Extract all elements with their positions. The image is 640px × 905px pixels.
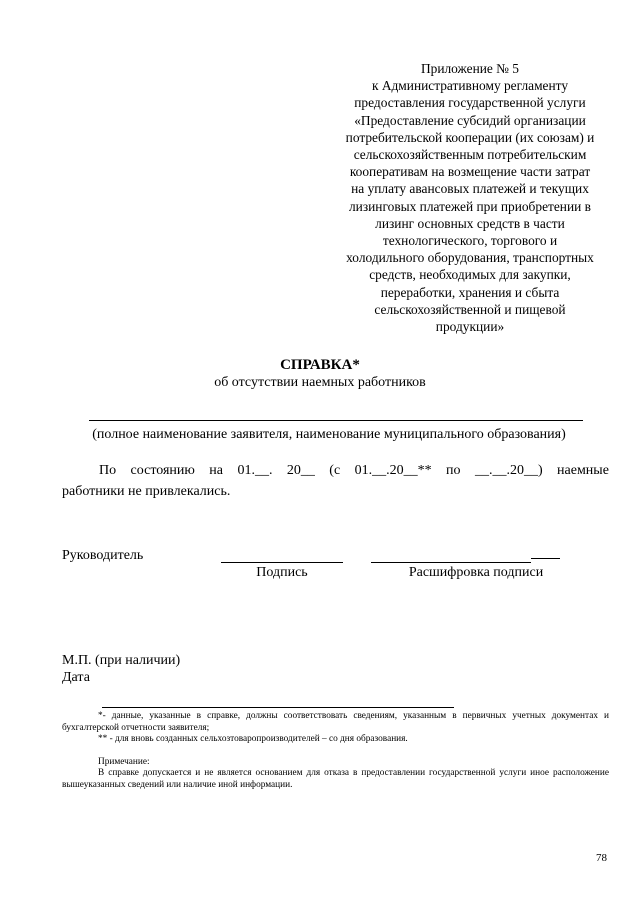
page-number: 78 [596,852,607,864]
appendix-line: переработки, хранения и сбыта [380,284,560,300]
note-label: Примечание: [98,756,150,767]
head-label: Руководитель [62,548,144,563]
statement-line-1 [62,460,609,481]
date-label: Дата [62,670,90,685]
footnote-gap [62,746,609,757]
statement-word: 01.__.20__** [354,463,432,478]
appendix-line: средств, необходимых для закупки, [369,267,571,283]
signature-decode-caption: Расшифровка подписи [408,565,544,580]
statement-paragraph [62,460,609,502]
statement-line-2: работники не привлекались. [62,484,231,499]
statement-word: __.__.20__) [474,463,543,478]
appendix-line: потребительской кооперации (их союзам) и [345,129,595,145]
signature-decode-line [371,562,531,563]
appendix-line: предоставления государственной услуги [354,95,586,111]
statement-word: состоянию [130,463,195,478]
appendix-line: лизинговых платежей при приобретении в [349,198,591,214]
stamp-place-label: М.П. (при наличии) [62,653,181,668]
appendix-line: сельскохозяйственной и пищевой [374,301,566,317]
document-title: СПРАВКА* [280,357,360,373]
statement-word: 01.__. [237,463,273,478]
statement-word: 20__ [286,463,315,478]
statement-word: на [209,463,224,478]
signature-line [221,562,343,563]
appendix-line: «Предоставление субсидий организации [354,112,586,128]
statement-word: по [446,463,461,478]
statement-word: наемные [557,463,609,478]
appendix-line: лизинг основных средств в части [375,215,565,231]
statement-word: По [99,463,117,478]
applicant-name-line [89,420,583,421]
appendix-line: на уплату авансовых платежей и текущих [351,181,589,197]
appendix-line: к Административному регламенту [371,78,569,94]
appendix-line: сельскохозяйственным потребительским [353,147,587,163]
appendix-line: холодильного оборудования, транспортных [346,250,594,266]
appendix-line: технологического, торгового и [382,233,558,249]
footnote-1: *- данные, указанные в справке, должны соответствовать сведениям, указанным в первичных учетных документах и бухгалтерской отчетности заявителя; [62,711,609,733]
footnotes [62,711,609,791]
appendix-line: продукции» [435,319,505,335]
statement-word: (с [329,463,341,478]
document-subtitle: об отсутствии наемных работников [214,375,426,390]
footnote-2: ** - для вновь созданных сельхозтоваропроизводителей – со дня образования. [98,734,408,744]
applicant-name-caption: (полное наименование заявителя, наименование муниципального образования) [92,427,566,442]
note-text: В справке допускается и не является основанием для отказа в предоставлении государственной услуги иное расположение вышеуказанных сведений или наличие иной информации. [62,768,609,790]
footnote-separator [102,707,454,708]
signature-caption: Подпись [256,565,308,580]
appendix-header [328,60,612,335]
appendix-line: Приложение № 5 [420,61,520,76]
signature-decode-line-extension [531,558,560,559]
appendix-line: кооперативам на возмещение части затрат [349,164,591,180]
